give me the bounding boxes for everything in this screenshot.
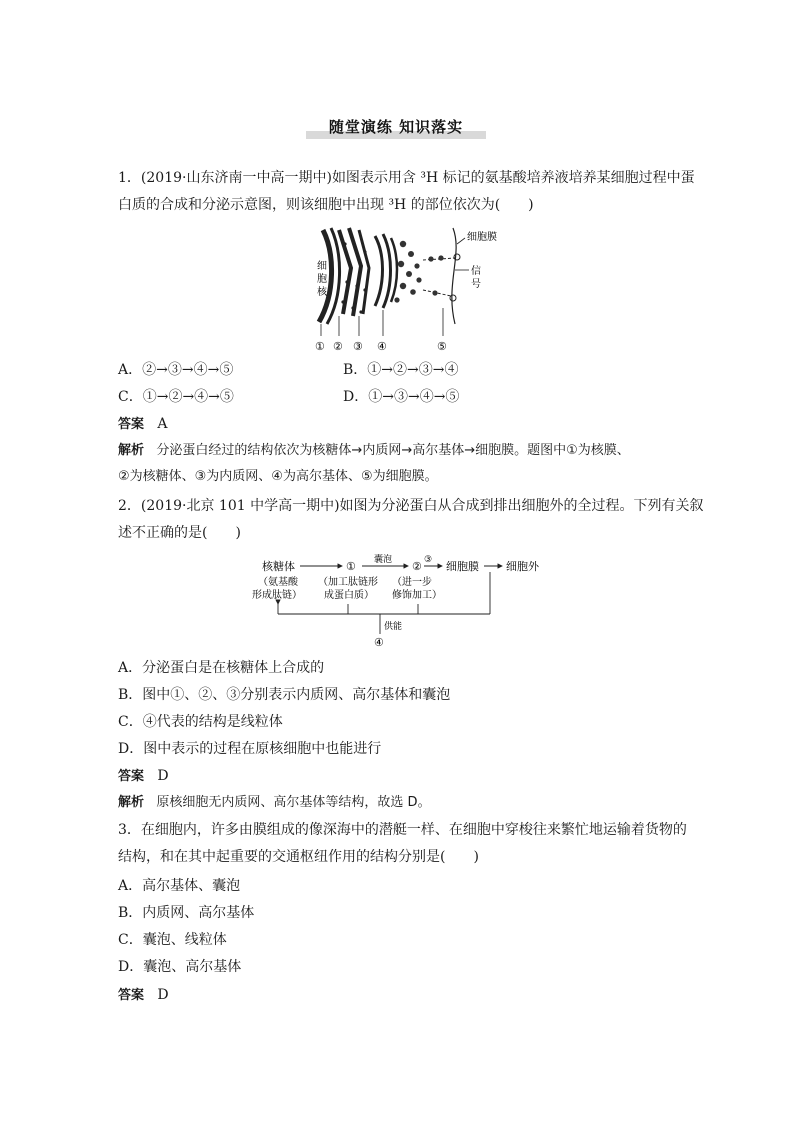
flow-m2-note2: 修饰加工）: [392, 590, 442, 601]
section-title-text: 随堂演练 知识落实: [328, 118, 464, 136]
marker-2: ②: [333, 340, 343, 353]
vesicle-moving-3: [432, 290, 437, 295]
marker-5: ⑤: [437, 340, 447, 353]
q2-option-c-text: ④代表的结构是线粒体: [142, 714, 283, 730]
flow-energy: 供能: [384, 622, 403, 632]
q2-option-c[interactable]: [118, 712, 283, 732]
flow-m2: ②: [412, 560, 422, 573]
golgi-cisterna-2: [383, 234, 391, 308]
label-nucleus-3: 核: [317, 287, 327, 298]
q1-answer-label: 答案: [118, 417, 145, 432]
q3-stem-line1: [118, 820, 687, 840]
label-signal-1: 信: [471, 266, 481, 277]
q3-number: 3．: [118, 822, 141, 838]
flow-m3: ③: [424, 555, 433, 565]
q1-option-c-key: C．: [118, 389, 143, 405]
q1-answer-value: A: [157, 416, 168, 432]
q2-option-d[interactable]: [118, 739, 381, 759]
q1-analysis-b: ②为核糖体、③为内质网、④为高尔基体、⑤为细胞膜。: [118, 469, 438, 484]
q1-analysis-a: 分泌蛋白经过的结构依次为核糖体→内质网→高尔基体→细胞膜。题图中①为核膜、: [156, 443, 630, 458]
golgi-cisterna-1: [375, 236, 383, 306]
q3-option-c-text: 囊泡、线粒体: [142, 932, 227, 948]
flow-membrane: 细胞膜: [446, 560, 479, 573]
flow-svg: [248, 552, 548, 652]
q1-stem-line2: 白质的合成和分泌示意图，则该细胞中出现 ³H 的部位依次为( ): [118, 197, 534, 213]
q1-option-b[interactable]: [343, 360, 459, 380]
q3-stem-a: 在细胞内，许多由膜组成的像深海中的潜艇一样、在细胞中穿梭往来繁忙地运输着货物的: [140, 822, 687, 838]
q2-answer-value: D: [157, 768, 169, 784]
q2-option-c-key: C．: [118, 714, 143, 730]
label-nucleus-1: 细: [317, 261, 327, 272]
q2-stem-a: 如图为分泌蛋白从合成到排出细胞外的全过程。下列有关叙: [339, 498, 704, 514]
q3-option-a-key: A．: [118, 878, 143, 894]
q1-analysis-label: 解析: [118, 443, 145, 458]
q3-answer: [118, 985, 169, 1006]
q1-option-a-key: A．: [118, 362, 143, 378]
q1-option-a[interactable]: [118, 360, 233, 380]
q2-source: (2019·北京 101 中学高一期中): [140, 498, 340, 514]
q3-stem-line2: 结构，和在其中起重要的交通枢纽作用的结构分别是( ): [118, 849, 479, 865]
flow-ribosome-note2: 形成肽链）: [252, 590, 302, 601]
flow-ribosome: 核糖体: [262, 560, 295, 573]
vesicle-moving-2: [438, 255, 443, 260]
exocytosis-site-1: [454, 254, 460, 260]
cell-membrane: [452, 228, 456, 324]
flow-m1: ①: [346, 560, 356, 573]
q2-number: 2．: [118, 498, 141, 514]
q2-stem-line1: [118, 496, 704, 516]
cell-diagram: [305, 224, 497, 356]
membrane-label-line: [457, 238, 465, 244]
q2-option-b-text: 图中①、②、③分别表示内质网、高尔基体和囊泡: [142, 687, 451, 703]
flow-m1-note1: （加工肽链形: [318, 577, 378, 588]
q1-option-d[interactable]: [343, 387, 459, 407]
q3-option-c-key: C．: [118, 932, 143, 948]
marker-4: ④: [377, 340, 387, 353]
q2-option-d-key: D．: [118, 741, 144, 757]
q1-number: 1．: [118, 170, 141, 186]
label-membrane: 细胞膜: [467, 232, 497, 243]
flow-m4: ④: [374, 636, 384, 649]
flow-ribosome-note1: （氨基酸: [258, 577, 298, 588]
q3-option-d[interactable]: [118, 957, 241, 977]
q3-option-c[interactable]: [118, 930, 227, 950]
q1-stem-a: 如图表示用含 ³H 标记的氨基酸培养液培养某细胞过程中蛋: [331, 170, 695, 186]
flow-outside: 细胞外: [506, 560, 539, 573]
q3-answer-label: 答案: [118, 988, 145, 1003]
label-signal-2: 号: [471, 279, 481, 290]
q1-option-d-text: ①→③→④→⑤: [368, 389, 460, 405]
q2-option-a-text: 分泌蛋白是在核糖体上合成的: [142, 660, 325, 676]
q1-option-b-key: B．: [343, 362, 368, 378]
q2-option-d-text: 图中表示的过程在原核细胞中也能进行: [143, 741, 382, 757]
flow-m1-note2: 成蛋白质）: [324, 590, 374, 601]
q1-option-a-text: ②→③→④→⑤: [142, 362, 234, 378]
q3-answer-value: D: [157, 987, 169, 1003]
exocytosis-site-2: [450, 295, 456, 301]
q2-option-b-key: B．: [118, 687, 143, 703]
q2-answer: [118, 766, 169, 787]
q3-option-d-key: D．: [118, 959, 144, 975]
label-nucleus-2: 胞: [317, 274, 327, 285]
flow-m2-note1: （进一步: [392, 577, 432, 588]
q1-option-c-text: ①→②→④→⑤: [142, 389, 234, 405]
q1-source: (2019·山东济南一中高一期中): [140, 170, 332, 186]
q1-option-b-text: ①→②→③→④: [367, 362, 459, 378]
q2-option-b[interactable]: [118, 685, 450, 705]
q3-option-b[interactable]: [118, 903, 254, 923]
q1-figure: [305, 224, 497, 356]
vesicle-moving-1: [428, 256, 433, 261]
q1-answer: [118, 414, 168, 435]
q2-analysis-label: 解析: [118, 795, 145, 810]
q1-option-c[interactable]: [118, 387, 234, 407]
marker-1: ①: [315, 340, 325, 353]
q3-option-d-text: 囊泡、高尔基体: [143, 959, 242, 975]
q1-analysis: [118, 438, 678, 490]
q3-option-a[interactable]: [118, 876, 240, 896]
section-title: [306, 117, 486, 139]
q3-option-a-text: 高尔基体、囊泡: [142, 878, 241, 894]
q2-answer-label: 答案: [118, 769, 145, 784]
flow-vesicle: 囊泡: [374, 555, 393, 565]
q2-flow-diagram: [248, 552, 548, 652]
q2-analysis: [118, 790, 678, 816]
q2-option-a-key: A．: [118, 660, 143, 676]
q2-analysis-text: 原核细胞无内质网、高尔基体等结构，故选 D。: [156, 795, 431, 810]
marker-3: ③: [353, 340, 363, 353]
q2-option-a[interactable]: [118, 658, 324, 678]
q2-stem-line2: 述不正确的是( ): [118, 525, 241, 541]
q3-option-b-key: B．: [118, 905, 143, 921]
q1-stem-line1: [118, 168, 695, 188]
q3-option-b-text: 内质网、高尔基体: [142, 905, 255, 921]
q1-option-d-key: D．: [343, 389, 369, 405]
vesicle-cluster: [394, 241, 421, 303]
